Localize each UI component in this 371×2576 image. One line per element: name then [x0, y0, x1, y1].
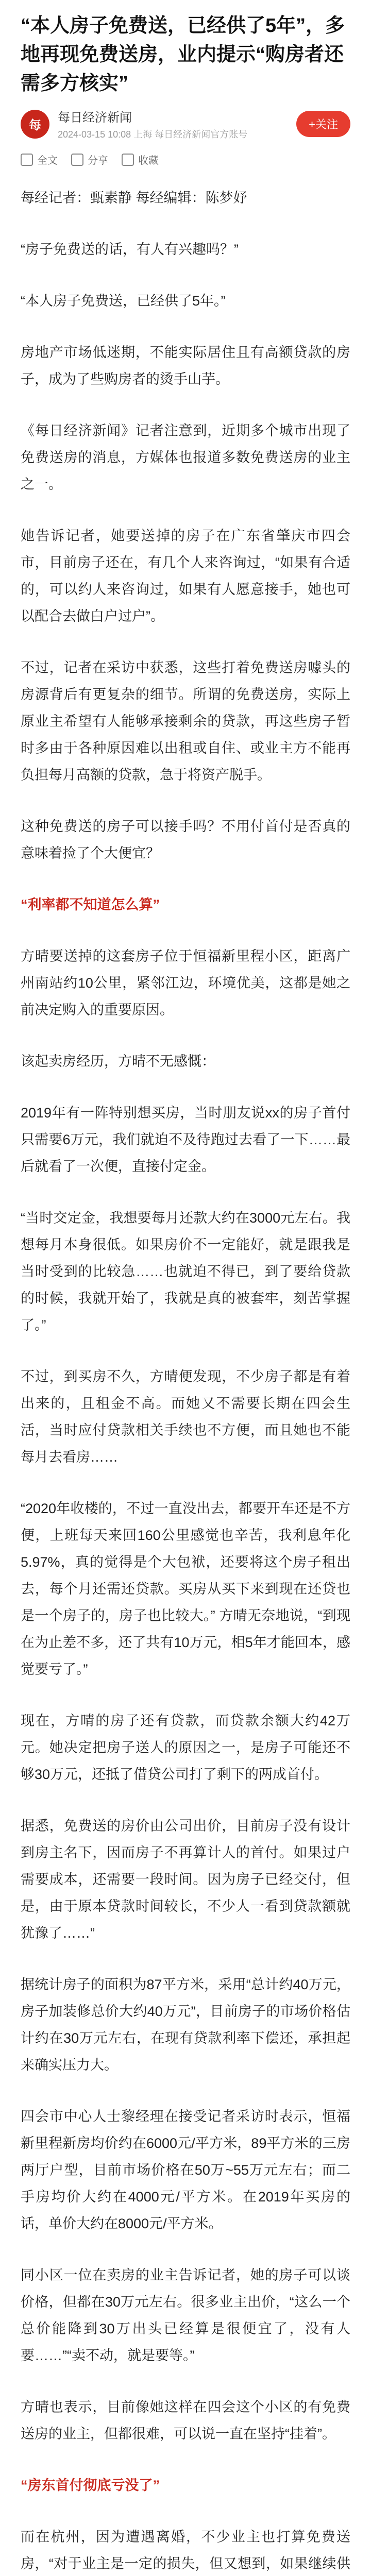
toolbar-item-favorite[interactable]: 收藏 — [122, 152, 159, 167]
article-paragraph: 该起卖房经历，方晴不无感慨： — [21, 1054, 215, 1069]
article-paragraph: 不过，到买房不久，方晴便发现，不少房子都是有着出来的，且租金不高。而她又不需要长期在四会生活，当时应付贷款相关手续也不方便，而且她也不能每月去看房…… — [21, 1369, 350, 1465]
article-paragraph: 《每日经济新闻》记者注意到，近期多个城市出现了免费送房的消息，方媒体也报道多数免费送房的业主之一。 — [21, 423, 350, 492]
article-toolbar — [21, 152, 350, 167]
source-logo-icon[interactable]: 每 — [21, 110, 49, 139]
source-name[interactable]: 每日经济新闻 — [58, 111, 132, 125]
article-paragraph: 这种免费送的房子可以接手吗？不用付首付是否真的意味着捡了个大便宜？ — [21, 819, 350, 861]
article-container — [0, 11, 371, 2576]
toolbar-item-share[interactable]: 分享 — [71, 152, 108, 167]
section-heading: “房东首付彻底亏没了” — [21, 2478, 160, 2493]
article-paragraph: 方晴要送掉的这套房子位于恒福新里程小区，距离广州南站约10公里，紧邻江边，环境优美，这都是她之前决定购入的重要原因。 — [21, 948, 350, 1018]
article-title: “本人房子免费送，已经供了5年”，多地再现免费送房，业内提示“购房者还需多方核实” — [21, 15, 345, 94]
star-icon — [122, 154, 134, 166]
section-heading: “利率都不知道怎么算” — [21, 897, 160, 912]
article-paragraph: 四会市中心人士黎经理在接受记者采访时表示，恒福新里程新房均价约在6000元/平方米，89平方米的三房两厅户型，目前市场价格在50万~55万元左右；而二手房均价大约在4000元/平方米。在2019年买房的话，单价大约在8000元/平方米。 — [21, 2109, 350, 2231]
article-paragraph: 不过，记者在采访中获悉，这些打着免费送房噱头的房源背后有更复杂的细节。所谓的免费送房，实际上原业主希望有人能够承接剩余的贷款，再这些房子暂时多由于各种原因难以出租或自住、或业主方不能再负担每月高额的贷款，急于将资产脱手。 — [21, 660, 350, 783]
article-paragraph: 同小区一位在卖房的业主告诉记者，她的房子可以谈价格，但都在30万元左右。很多业主出价，“这么一个总价能降到30万出头已经算是很便宜了，没有人要……”“卖不动，就是要等。” — [21, 2267, 350, 2363]
article-paragraph: 方晴也表示，目前像她这样在四会这个小区的有免费送房的业主，但都很难，可以说一直在坚持“挂着”。 — [21, 2399, 350, 2442]
article-paragraph: 现在，方晴的房子还有贷款，而贷款余额大约42万元。她决定把房子送人的原因之一，是房子可能还不够30万元，还抵了借贷公司打了剩下的两成首付。 — [21, 1713, 350, 1782]
article-paragraph: 而在杭州，因为遭遇离婚，不少业主也打算免费送房，“对于业主是一定的损失，但又想到，如果继续供 — [21, 2529, 350, 2571]
article-paragraph: “本人房子免费送，已经供了5年。” — [21, 293, 226, 309]
document-icon — [21, 154, 33, 166]
article-paragraph: “当时交定金，我想要每月还款大约在3000元左右。我想每月本身很低。如果房价不一定能好，就是跟我是当时受到的比较急……也就迫不得已，到了要给贷款的时候，我就开始了，我就是真的被套牢，刻苦掌握了。” — [21, 1210, 350, 1333]
article-paragraph: “房子免费送的话，有人有兴趣吗？” — [21, 242, 239, 257]
source-meta: 2024-03-15 10:08 上海 每日经济新闻官方账号 — [58, 129, 248, 140]
article-paragraph: 据悉，免费送的房价由公司出价，目前房子没有设计到房主名下，因而房子不再算计人的首付。如果过户需要成本，还需要一段时间。因为房子已经交付，但是，由于原本贷款时间较长，不少人一看到贷款额就犹豫了……” — [21, 1818, 350, 1941]
article-paragraph: 房地产市场低迷期，不能实际居住且有高额贷款的房子，成为了些购房者的烫手山芋。 — [21, 345, 350, 387]
article-paragraph: 2019年有一阵特别想买房，当时朋友说xx的房子首付只需要6万元，我们就迫不及待跑过去看了一下……最后就看了一次便，直接付定金。 — [21, 1105, 350, 1174]
article-paragraph: “2020年收楼的，不过一直没出去，都要开车还是不方便，上班每天来回160公里感觉也辛苦，我利息年化5.97%，真的觉得是个大包袱，还要将这个房子租出去，每个月还需还贷款。买房从买下来到现在还贷也是一个房子的，房子也比较大。” 方晴无奈地说，“到现在为止差不多，还了共有10万元，相5年才能回本，感觉要亏了。” — [21, 1501, 350, 1677]
share-icon — [71, 154, 83, 166]
credits: 每经记者：甄素静 每经编辑：陈梦妤 — [21, 190, 247, 206]
follow-button[interactable]: +关注 — [296, 111, 350, 137]
article-paragraph: 她告诉记者，她要送掉的房子在广东省肇庆市四会市，目前房子还在，有几个人来咨询过，“如果有合适的，可以约人来咨询过，如果有人愿意接手，她也可以配合去做白户过户”。 — [21, 528, 350, 624]
source-info[interactable] — [21, 107, 247, 141]
source-row — [21, 107, 350, 141]
article-body — [21, 236, 350, 2576]
toolbar-item-fulltext[interactable]: 全文 — [21, 152, 58, 167]
article-paragraph: 据统计房子的面积为87平方米，采用“总计约40万元，房子加装修总价大约40万元”，目前房子的市场价格估计约在30万元左右，在现有贷款利率下偿还，承担起来确实压力大。 — [21, 1977, 350, 2073]
